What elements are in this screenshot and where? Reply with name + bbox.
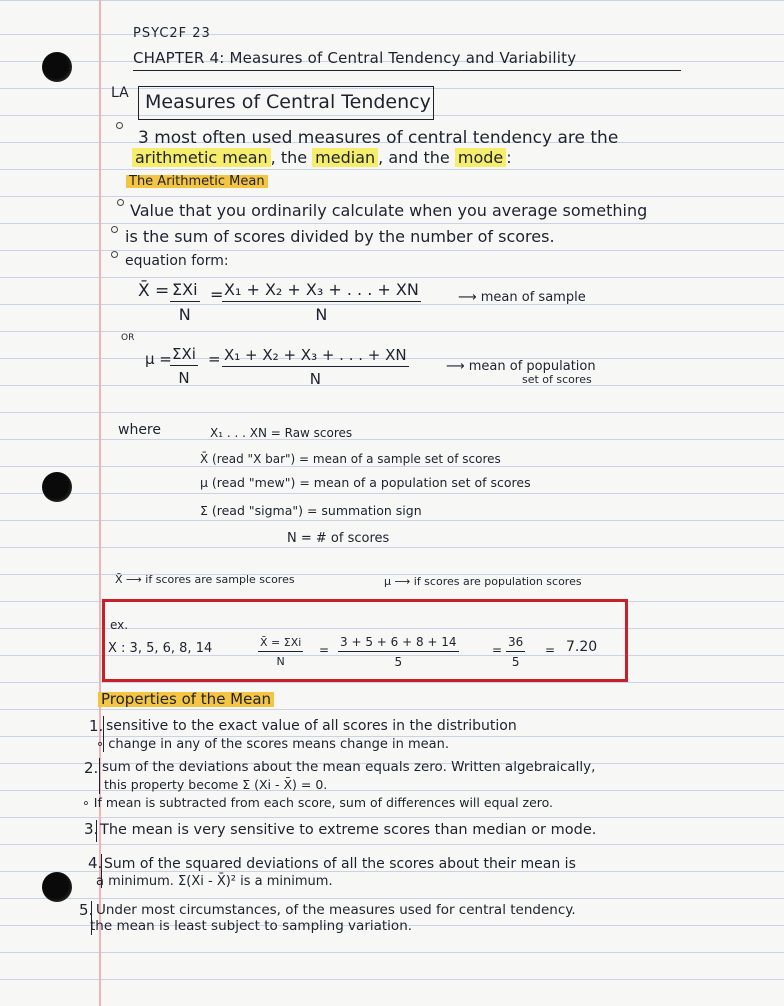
property-4-line-1: Sum of the squared deviations of all the scores about their mean is [104,856,576,872]
bullet-1 [117,199,124,206]
property-4-number: 4. [88,854,103,872]
definition-raw-scores: X₁ . . . XN = Raw scores [210,426,353,440]
pop-eq-equals: = [208,350,221,368]
intro-line-1: 3 most often used measures of central tendency are the [138,128,619,148]
property-4-line-2: a minimum. Σ(Xi - X̄)² is a minimum. [96,874,333,889]
property-3-number: 3. [84,820,99,838]
bullet-intro [116,122,123,129]
property-1-line-2: ∘ change in any of the scores means change in mean. [96,737,449,752]
section-marker: LA [111,85,129,101]
note-sample: X̄ ⟶ if scores are sample scores [115,573,295,586]
example-frac-1: X̄ = ΣXi N [260,636,302,668]
where-label: where [118,422,161,438]
mean-bullet-2: is the sum of scores divided by the number of scores. [125,227,555,246]
definition-n: N = # of scores [287,531,390,546]
property-2-line-2: this property become Σ (Xi - X̄) = 0. [104,777,328,792]
property-3-line-1: The mean is very sensitive to extreme scores than median or mode. [100,822,597,838]
sample-eq-lhs: X̄ = [138,281,170,301]
pop-eq-frac2: $\frac{\text{X₁ + X₂ + X₃ + . . . + XN}}{N}$ [224,346,407,388]
arithmetic-mean-heading: The Arithmetic Mean [126,175,268,188]
definition-x-bar: X̄ (read "X bar") = mean of a sample set of scores [200,452,501,466]
section-title: Measures of Central Tendency [145,91,431,113]
property-2-number: 2. [84,759,99,777]
example-equals-1: = [319,643,330,657]
property-1-line-1: sensitive to the exact value of all scores in the distribution [106,718,517,734]
property-2-line-1: sum of the deviations about the mean equals zero. Written algebraically, [102,759,596,775]
mean-bullet-3: equation form: [125,253,229,269]
mean-bullet-1: Value that you ordinarily calculate when you average something [130,201,648,220]
term-arithmetic-mean: arithmetic mean [132,148,271,167]
pop-eq-label-2: set of scores [522,373,592,386]
example-frac-3: $\frac{36}{5}$ [508,635,524,669]
property-2-margin-line [99,758,100,794]
binder-hole-middle [42,472,72,502]
example-equals-3: = [545,643,556,657]
example-result: 7.20 [566,639,598,655]
property-5-number: 5. [79,901,94,919]
course-code: PSYC2F 23 [133,26,211,41]
bullet-2 [111,226,118,233]
sample-eq-equals: = [210,285,224,304]
pop-eq-frac1: ΣXi N [172,345,196,387]
definition-sigma: Σ (read "sigma") = summation sign [200,503,422,518]
properties-heading: Properties of the Mean [98,692,274,707]
intro-line-2: arithmetic mean , the median , and the mode : [132,150,512,166]
property-5-line-2: the mean is least subject to sampling variation. [90,918,413,934]
section-title-underline [144,119,434,120]
note-population: μ ⟶ if scores are population scores [384,575,582,588]
example-label: ex. [110,618,129,632]
binder-hole-bottom [42,872,72,902]
definition-mu: μ (read "mew") = mean of a population set of scores [200,475,531,490]
example-data: X : 3, 5, 6, 8, 14 [108,641,213,656]
sample-eq-frac2: $\frac{\text{X₁ + X₂ + X₃ + . . . + XN}}{N}$ [224,280,419,324]
property-5-line-1: Under most circumstances, of the measures used for central tendency. [96,902,576,918]
property-2-line-3: ∘ If mean is subtracted from each score, sum of differences will equal zero. [82,795,554,810]
chapter-title: CHAPTER 4: Measures of Central Tendency and Variability [133,49,577,67]
binder-hole-top [42,52,72,82]
property-3-margin-line [96,820,97,842]
example-equals-2: = [492,643,503,657]
example-frac-2: $\frac{3 + 5 + 6 + 8 + 14}{5}$ [340,635,457,669]
pop-eq-label: ⟶ mean of population [446,359,596,374]
term-mode: mode [455,148,506,167]
sample-eq-frac1: ΣXi N [172,280,198,324]
property-1-number: 1. [89,717,104,735]
bullet-3 [111,251,118,258]
chapter-underline [133,70,681,71]
term-median: median [312,148,378,167]
or-label: OR [121,333,135,343]
pop-eq-lhs: μ = [145,350,172,368]
sample-eq-label: ⟶ mean of sample [458,290,586,305]
